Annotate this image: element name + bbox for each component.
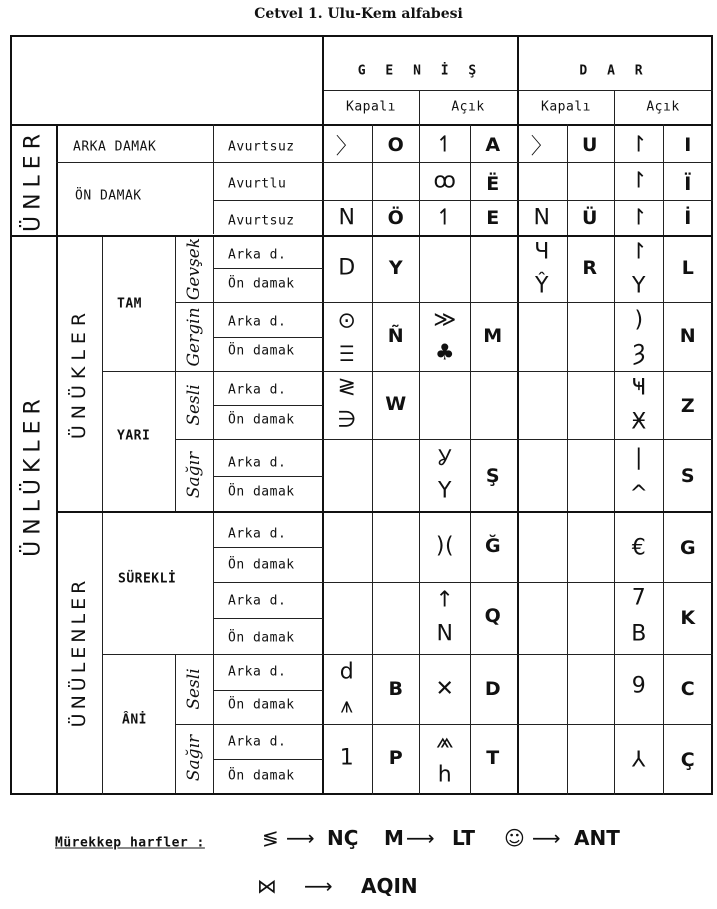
group-unulenler: ÜNÜLENLER [68, 576, 90, 728]
label-on-damak: Ön damak [228, 343, 295, 359]
label-arka-d: Arka d. [228, 382, 287, 398]
letter-p: P [388, 747, 404, 769]
rune-g-dar: € [631, 535, 647, 561]
rune-l-front: Y [632, 273, 646, 299]
header-dar-acik: Açık [646, 99, 680, 115]
ligature-nc-symbol: ≶ [262, 826, 279, 850]
rune-n-oe: Ν [338, 205, 356, 231]
rune-m-front: ♣ [434, 340, 456, 366]
rune-i-dots: ↾ [629, 168, 649, 194]
group-unukler: ÜNÜKLER [68, 306, 90, 440]
rune-c: 9 [631, 673, 647, 699]
header-genis: G E N İ Ş [357, 63, 483, 79]
sub-sesli-2: Sesli [184, 668, 204, 710]
letter-s-ced: Ş [485, 465, 501, 487]
rune-r-back: Ч [534, 239, 550, 265]
letter-t: T [486, 747, 500, 769]
row-surekli: SÜREKLİ [118, 571, 177, 587]
rune-k-back: 7 [631, 585, 647, 611]
letter-y: Y [388, 257, 404, 279]
letter-a: A [485, 134, 501, 156]
sub-gevsek: Gevşek [184, 237, 204, 301]
rune-z-front: Ӿ [631, 409, 647, 435]
rune-t-back: ⩕ [436, 728, 454, 754]
ligature-nc-value: NÇ [327, 826, 359, 850]
letter-c: C [680, 678, 696, 700]
ligature-aqin-value: AQIN [361, 874, 418, 898]
sub-sagir-2: Sağır [184, 734, 204, 782]
letter-i-dot: İ [684, 207, 692, 229]
rune-k-front: B [631, 621, 647, 647]
header-genis-acik: Açık [451, 99, 485, 115]
ligature-arrow: ⟶ [304, 874, 333, 898]
rune-s-front: Y [438, 478, 452, 504]
sub-sagir-1: Sağır [184, 451, 204, 499]
label-arka-d: Arka d. [228, 526, 287, 542]
letter-n-tilde: Ñ [387, 325, 405, 347]
rune-q-back: ↑ [435, 587, 455, 613]
sub-sesli-1: Sesli [184, 384, 204, 426]
letter-g-breve: Ğ [484, 535, 502, 557]
letter-l: L [681, 257, 695, 279]
rune-u: 〉 [530, 134, 554, 160]
letter-i-dots: Ï [684, 173, 692, 195]
label-on-damak: Ön damak [228, 412, 295, 428]
header-dar-kapali: Kapalı [541, 99, 591, 115]
letter-d: D [484, 678, 502, 700]
rune-y: D [338, 255, 356, 281]
row-avurtsuz-1: Avurtsuz [228, 139, 295, 155]
rune-l-back: ↾ [629, 239, 649, 265]
row-yari: YARI [117, 428, 151, 444]
rune-s-dar-back: | [635, 445, 643, 471]
label-arka-d: Arka d. [228, 314, 287, 330]
rune-w-front: ∋ [337, 407, 357, 433]
rune-b-back: d [339, 659, 355, 685]
ligature-arrow: ⟶ [532, 826, 561, 850]
ligature-lt-value: LT [452, 826, 476, 850]
rune-c-ced: ⅄ [632, 747, 646, 773]
rune-i: ↿ [435, 132, 455, 158]
letter-o-uml: Ö [387, 207, 405, 229]
rune-t-front: h [437, 762, 453, 788]
rune-d: ✕ [435, 676, 455, 702]
rune-n-front: Ⲷ [339, 342, 355, 367]
rune-e: ↿ [435, 205, 455, 231]
rune-l-back: ↾ [629, 132, 649, 158]
letter-w: W [385, 393, 407, 415]
rune-b-front: ⩚ [340, 693, 354, 719]
label-on-damak: Ön damak [228, 697, 295, 713]
rune-n-back: ⊙ [337, 308, 357, 334]
header-genis-kapali: Kapalı [346, 99, 396, 115]
letter-u: U [582, 134, 598, 156]
letter-b: B [388, 678, 404, 700]
rune-r-front: Ŷ [535, 273, 549, 299]
footer-label: Mürekkep harfler : [55, 835, 205, 851]
rune-q-front: Ν [436, 621, 454, 647]
ligature-ant-symbol: ☺ [504, 826, 525, 850]
rune-e-open: ꝏ [433, 168, 457, 194]
letter-q: Q [484, 605, 502, 627]
row-avurtsuz-2: Avurtsuz [228, 213, 295, 229]
label-on-damak: Ön damak [228, 276, 295, 292]
row-arka-damak: ARKA DAMAK [73, 139, 157, 155]
label-on-damak: Ön damak [228, 768, 295, 784]
table-title: Cetvel 1. Ulu-Kem alfabesi [254, 6, 463, 22]
row-ani: ÂNİ [122, 712, 147, 728]
ligature-ant-value: ANT [574, 826, 620, 850]
header-dar: D A R [579, 63, 649, 79]
letter-g: G [679, 537, 697, 559]
row-tam: TAM [117, 296, 142, 312]
label-on-damak: Ön damak [228, 557, 295, 573]
label-arka-d: Arka d. [228, 664, 287, 680]
row-avurtlu: Avurtlu [228, 176, 287, 192]
rune-a: 〉 [335, 134, 359, 160]
letter-n: N [679, 325, 697, 347]
letter-i: I [684, 134, 692, 156]
rune-s-back: Ỿ [438, 446, 452, 471]
group-unler: ÜNLER [20, 127, 46, 233]
letter-e-dots: Ë [486, 173, 500, 195]
rune-w-back: ≷ [337, 374, 357, 400]
rune-z-back: Ҹ [631, 375, 647, 401]
sub-gergin: Gergin [184, 307, 204, 367]
group-unlukler: ÜNLÜKLER [20, 393, 46, 557]
letter-e: E [486, 207, 500, 229]
letter-r: R [582, 257, 598, 279]
ligature-lt-symbol: M [384, 826, 404, 850]
row-on-damak: ÖN DAMAK [75, 188, 142, 204]
rune-s-dar-front: ^ [629, 481, 649, 507]
rune-p: 1 [339, 745, 355, 771]
letter-z: Z [680, 395, 696, 417]
rune-ue: Ν [533, 205, 551, 231]
ligature-arrow: ⟶ [286, 826, 315, 850]
ligature-arrow: ⟶ [406, 826, 435, 850]
ligature-aqin-symbol: ⋈ [257, 874, 277, 898]
rune-ng-front: Ȝ [631, 341, 647, 367]
rune-g: )( [435, 533, 455, 559]
rune-i-front: ↾ [629, 205, 649, 231]
letter-s: S [680, 465, 696, 487]
letter-c-ced: Ç [680, 749, 696, 771]
letter-k: K [680, 607, 696, 629]
rune-ng-back: ) [634, 307, 644, 333]
letter-m: M [483, 325, 503, 347]
letter-o: O [387, 134, 405, 156]
rune-m-back: ≫ [433, 307, 457, 333]
letter-u-uml: Ü [582, 207, 598, 229]
label-arka-d: Arka d. [228, 593, 287, 609]
label-on-damak: Ön damak [228, 484, 295, 500]
label-arka-d: Arka d. [228, 455, 287, 471]
label-on-damak: Ön damak [228, 630, 295, 646]
label-arka-d: Arka d. [228, 247, 287, 263]
label-arka-d: Arka d. [228, 734, 287, 750]
